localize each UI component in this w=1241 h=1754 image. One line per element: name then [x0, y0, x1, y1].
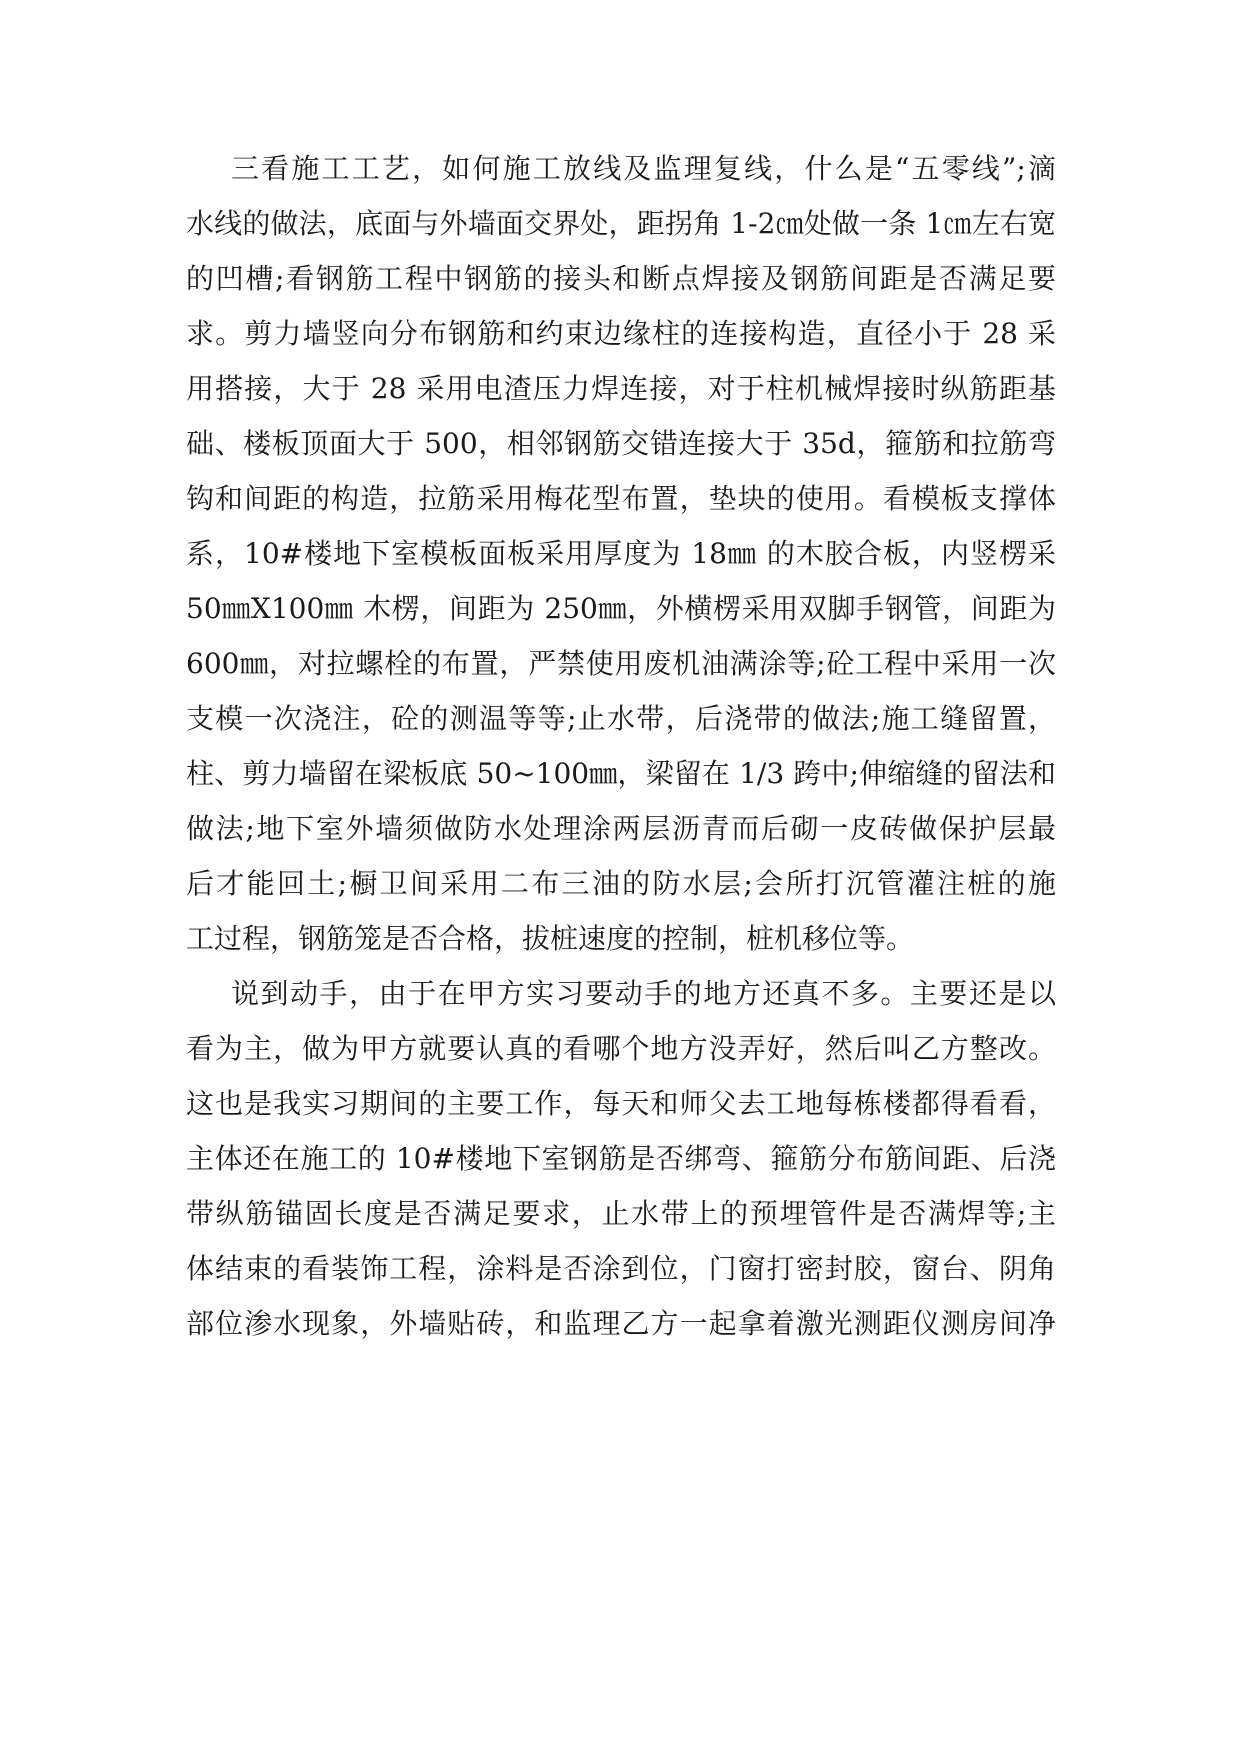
text-line: 础、楼板顶面大于 500，相邻钢筋交错连接大于 35d，箍筋和拉筋弯: [186, 427, 1056, 460]
text-line: 钩和间距的构造，拉筋采用梅花型布置，垫块的使用。看模板支撑体: [186, 482, 1056, 515]
text-line: 工过程，钢筋笼是否合格，拔桩速度的控制，桩机移位等。: [186, 922, 915, 955]
text-line: 部位渗水现象，外墙贴砖，和监理乙方一起拿着激光测距仪测房间净: [186, 1307, 1056, 1340]
text-line: 说到动手，由于在甲方实习要动手的地方还真不多。主要还是以: [231, 977, 1056, 1010]
text-line: 体结束的看装饰工程，涂料是否涂到位，门窗打密封胶，窗台、阴角: [186, 1252, 1056, 1285]
text-line: 水线的做法，底面与外墙面交界处，距拐角 1-2㎝处做一条 1㎝左右宽: [186, 207, 1056, 240]
text-line: 做法;地下室外墙须做防水处理涂两层沥青而后砌一皮砖做保护层最: [186, 812, 1056, 845]
text-line: 柱、剪力墙留在梁板底 50~100㎜，梁留在 1/3 跨中;伸缩缝的留法和: [186, 757, 1056, 790]
text-line: 50㎜X100㎜ 木楞，间距为 250㎜，外横楞采用双脚手钢管，间距为: [186, 592, 1056, 625]
text-line: 带纵筋锚固长度是否满足要求，止水带上的预埋管件是否满焊等;主: [186, 1197, 1056, 1230]
text-line: 看为主，做为甲方就要认真的看哪个地方没弄好，然后叫乙方整改。: [186, 1032, 1056, 1065]
text-line: 后才能回土;橱卫间采用二布三油的防水层;会所打沉管灌注桩的施: [186, 867, 1056, 900]
text-line: 主体还在施工的 10#楼地下室钢筋是否绑弯、箍筋分布筋间距、后浇: [186, 1142, 1056, 1175]
text-line: 用搭接，大于 28 采用电渣压力焊连接，对于柱机械焊接时纵筋距基: [186, 372, 1056, 405]
text-line: 三看施工工艺，如何施工放线及监理复线，什么是“五零线”;滴: [231, 152, 1056, 185]
text-line: 系，10#楼地下室模板面板采用厚度为 18㎜ 的木胶合板，内竖楞采: [186, 537, 1056, 570]
text-line: 600㎜，对拉螺栓的布置，严禁使用废机油满涂等;砼工程中采用一次: [186, 647, 1056, 680]
text-line: 这也是我实习期间的主要工作，每天和师父去工地每栋楼都得看看，: [186, 1087, 1056, 1120]
text-line: 求。剪力墙竖向分布钢筋和约束边缘柱的连接构造，直径小于 28 采: [186, 317, 1056, 350]
text-line: 支模一次浇注，砼的测温等等;止水带，后浇带的做法;施工缝留置，: [186, 702, 1056, 735]
text-line: 的凹槽;看钢筋工程中钢筋的接头和断点焊接及钢筋间距是否满足要: [186, 262, 1056, 295]
